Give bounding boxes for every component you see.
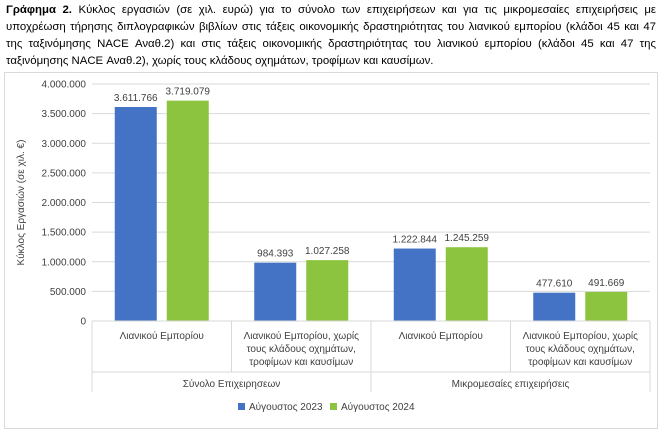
bar [254,263,296,321]
caption-text: Κύκλος εργασιών (σε χιλ. ευρώ) για το σύνολο των επιχειρήσεων και για τις μικρομεσαίες επιχειρήσεις με υποχρέωση τήρησης διπλογραφικών βιβλίων στις τάξεις οικονομικής δραστηριότητας του λιανικού εμπορίου (κλάδοι 45 και 47 της ταξινόμησης NACE Αναθ.2) και στις τάξεις οικονομικής δραστηριότητας του λιανικού εμπορίου (κλάδοι 45 και 47 της ταξινόμησης NACE Αναθ.2), χωρίς τους κλάδους οχημάτων, τροφίμων και καυσίμων. [6,4,656,67]
legend-label: Αύγουστος 2023 [249,402,323,413]
bar [533,293,575,321]
bar [446,247,488,321]
y-tick-label: 2.000.000 [41,198,86,209]
bar [115,107,157,321]
category-label: τροφίμων και καυσίμων [528,357,633,368]
data-label: 984.393 [257,248,294,260]
y-axis-label: Κύκλος Εργασιών (σε χιλ. €) [16,139,27,266]
bar [167,101,209,321]
legend-swatch [238,403,245,410]
y-tick-label: 1.000.000 [41,257,86,269]
category-label: τους κλάδους οχημάτων, [246,344,356,355]
data-label: 1.027.258 [305,246,350,258]
bar [306,260,348,321]
y-tick-label: 3.000.000 [41,138,86,150]
data-label: 491.669 [588,277,625,289]
legend-label: Αύγουστος 2024 [341,402,415,413]
category-label: τους κλάδους οχημάτων, [525,344,635,355]
legend-swatch [330,403,337,410]
y-tick-label: 500.000 [49,286,86,298]
y-tick-label: 2.500.000 [41,168,86,180]
data-label: 1.222.844 [392,234,437,246]
category-label: Λιανικού Εμπορίου, χωρίς [522,331,638,342]
bar [394,249,436,321]
category-label: Λιανικού Εμπορίου [119,331,204,342]
data-label: 3.719.079 [165,86,210,98]
caption-label: Γράφημα 2. [6,4,72,16]
category-label: Λιανικού Εμπορίου, χωρίς [243,331,359,342]
y-tick-label: 0 [80,316,86,328]
data-label: 477.610 [536,278,573,290]
y-tick-label: 3.500.000 [41,109,86,121]
group-label: Μικρομεσαίες επιχειρήσεις [451,379,570,390]
data-label: 3.611.766 [113,93,158,105]
y-tick-label: 1.500.000 [41,227,86,239]
category-label: Λιανικού Εμπορίου [398,331,483,342]
group-label: Σύνολο Επιχειρησεων [182,379,281,390]
y-tick-label: 4.000.000 [41,79,86,91]
category-label: τροφίμων και καυσίμων [249,357,354,368]
data-label: 1.245.259 [444,233,489,245]
bar [585,292,627,321]
